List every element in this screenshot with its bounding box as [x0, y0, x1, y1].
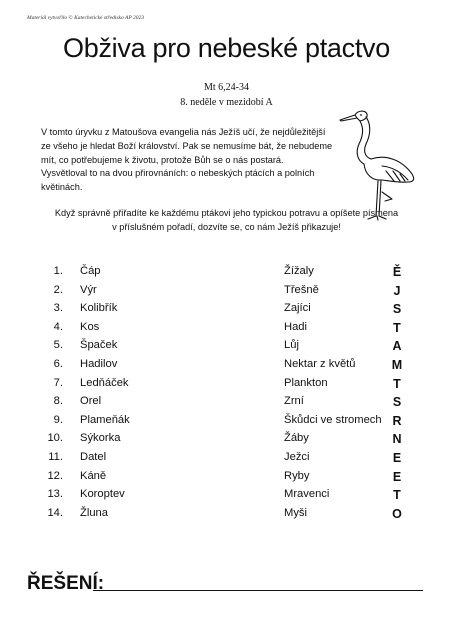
- bird-name: Koroptev: [80, 488, 125, 501]
- item-number: 3.: [53, 302, 63, 315]
- list-item: [0, 414, 453, 432]
- list-item: [0, 284, 453, 302]
- instruction-line: v příslušném pořadí, dozvíte se, co nám Ježíš přikazuje!: [112, 222, 341, 232]
- list-item: [0, 432, 453, 450]
- bird-name: Kos: [80, 320, 100, 333]
- bird-name: Čáp: [80, 265, 101, 277]
- food-name: Škůdci ve stromech: [284, 413, 382, 426]
- list-item: [0, 451, 453, 469]
- bird-name: Sýkorka: [80, 432, 121, 445]
- bird-name: Kolibřík: [80, 302, 118, 315]
- food-name: Žáby: [284, 432, 309, 445]
- answer-letter: N: [392, 432, 402, 447]
- food-name: Třešně: [284, 283, 319, 296]
- bird-name: Ledňáček: [80, 376, 129, 389]
- liturgical-sunday: 8. neděle v mezidobí A: [180, 97, 273, 108]
- intro-paragraph: [41, 126, 331, 195]
- bird-name: Špaček: [80, 339, 118, 352]
- intro-line: květinách.: [41, 182, 83, 193]
- list-item: [0, 265, 453, 283]
- answer-letter: T: [393, 488, 401, 503]
- food-name: Žížaly: [284, 265, 314, 277]
- list-item: [0, 358, 453, 376]
- food-name: Nektar z květů: [284, 358, 356, 370]
- item-number: 6.: [53, 358, 63, 370]
- intro-line: mít, co potřebujeme k životu, protože Bůh se o nás postará.: [41, 154, 284, 165]
- intro-line: Vysvětloval to na dvou přirovnáních: o nebeských ptácích a polních: [41, 168, 315, 179]
- instruction-line: Když správně přiřadíte ke každému ptákovi jeho typickou potravu a opíšete písmena: [54, 208, 399, 218]
- food-name: Lůj: [284, 339, 299, 352]
- list-item: [0, 395, 453, 413]
- page-title: Obživa pro nebeské ptactvo: [63, 33, 390, 63]
- food-name: Ježci: [284, 451, 310, 463]
- item-number: 13.: [47, 488, 63, 501]
- food-name: Plankton: [284, 376, 328, 389]
- answer-letter: S: [392, 302, 402, 317]
- item-number: 7.: [53, 376, 63, 389]
- bird-name: Plameňák: [80, 413, 130, 426]
- answer-letter: S: [392, 395, 402, 410]
- item-number: 8.: [53, 395, 63, 408]
- food-name: Ryby: [284, 469, 310, 482]
- food-name: Myši: [284, 506, 307, 519]
- bird-name: Káně: [80, 469, 107, 482]
- item-number: 11.: [48, 451, 63, 463]
- item-number: 10.: [47, 432, 63, 445]
- solution-answer-line[interactable]: [93, 590, 423, 591]
- list-item: [0, 488, 453, 506]
- answer-letter: O: [392, 506, 402, 521]
- intro-line: V tomto úryvku z Matoušova evangelia nás Ježíš učí, že nejdůležitější: [41, 127, 326, 137]
- food-name: Zajíci: [284, 302, 311, 315]
- list-item: [0, 507, 453, 525]
- list-item: [0, 339, 453, 357]
- food-name: Zrní: [284, 395, 304, 408]
- answer-letter: E: [392, 451, 402, 465]
- answer-letter: T: [393, 376, 401, 391]
- stork-illustration: [338, 104, 418, 222]
- item-number: 5.: [53, 339, 63, 352]
- answer-letter: T: [393, 320, 401, 335]
- answer-letter: M: [391, 358, 403, 372]
- list-item: [0, 321, 453, 339]
- bird-name: Hadilov: [80, 358, 118, 370]
- item-number: 14.: [47, 506, 63, 519]
- item-number: 4.: [53, 320, 63, 333]
- answer-letter: A: [392, 339, 402, 354]
- bird-name: Datel: [80, 451, 107, 463]
- answer-letter: E: [392, 469, 402, 484]
- item-number: 1.: [53, 265, 63, 277]
- item-number: 9.: [53, 413, 63, 426]
- answer-letter: R: [392, 413, 402, 428]
- list-item: [0, 470, 453, 488]
- answer-letter: J: [393, 283, 401, 298]
- food-name: Mravenci: [284, 488, 330, 501]
- credit-note: Materiál vytvořilo © Katechetické středisko AP 2023: [27, 15, 145, 21]
- list-item: [0, 302, 453, 320]
- item-number: 12.: [47, 469, 63, 482]
- food-name: Hadi: [284, 320, 308, 333]
- intro-line: ze všeho je hledat Boží království. Pak se nemusíme bát, že nebudeme: [41, 140, 333, 151]
- bird-name: Výr: [80, 283, 97, 296]
- instructions: [0, 206, 453, 234]
- answer-letter: Ě: [392, 265, 402, 279]
- bird-name: Orel: [80, 395, 102, 408]
- bible-reference: Mt 6,24-34: [204, 82, 249, 93]
- list-item: [0, 377, 453, 395]
- solution-label: ŘEŠENÍ:: [27, 573, 105, 594]
- item-number: 2.: [53, 283, 63, 296]
- bird-name: Žluna: [80, 506, 108, 519]
